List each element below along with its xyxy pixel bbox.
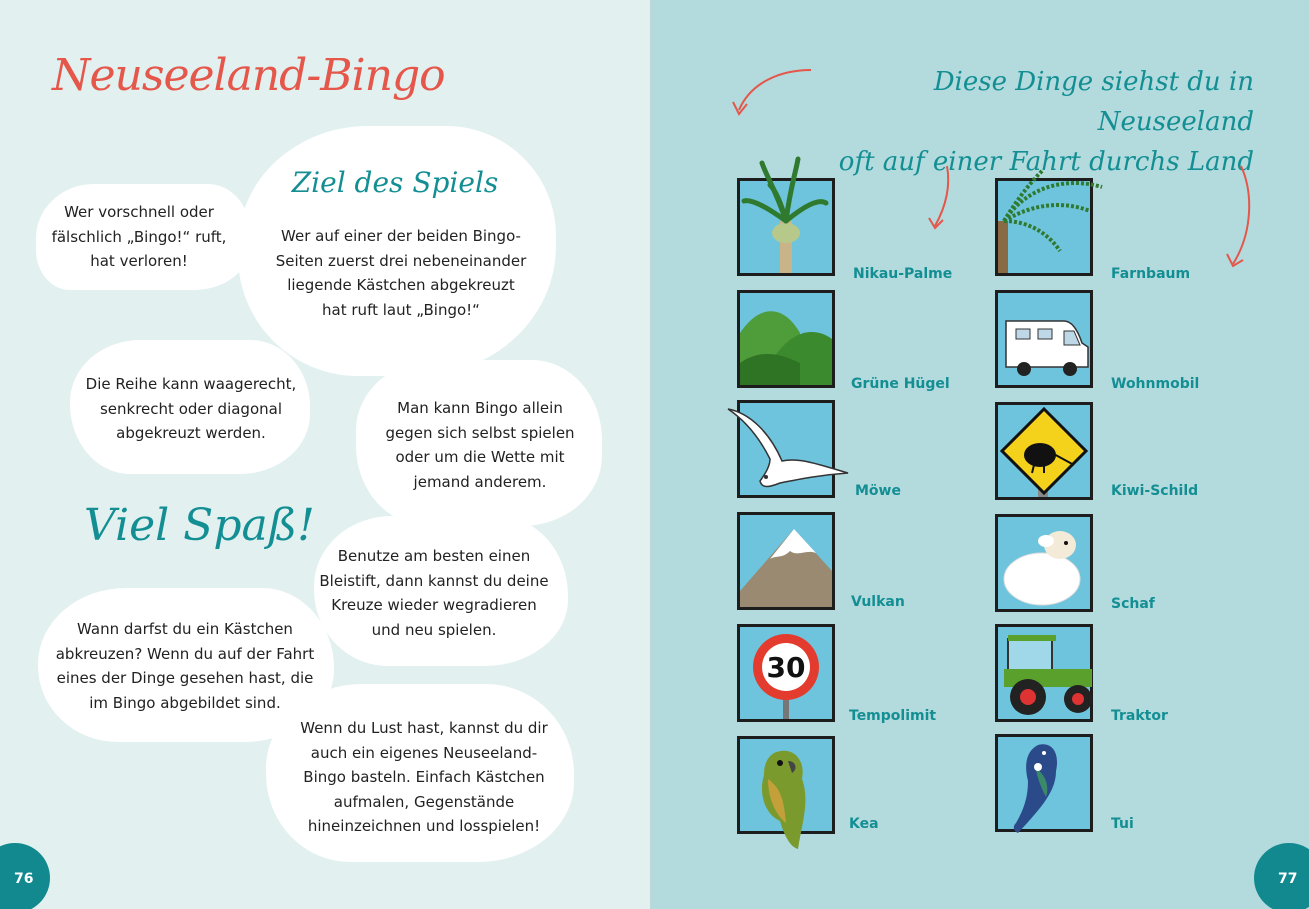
tile-tui[interactable] bbox=[995, 734, 1093, 832]
rule-players-text: Man kann Bingo allein gegen sich selbst spielen oder um die Wette mit jemand anderem. bbox=[385, 399, 575, 491]
fern-tree-icon bbox=[998, 181, 1090, 273]
tile-vulkan[interactable] bbox=[737, 512, 835, 610]
tui-bird-icon bbox=[998, 737, 1090, 829]
tile-tempolimit[interactable] bbox=[737, 624, 835, 722]
tile-label: Nikau-Palme bbox=[853, 266, 953, 282]
rule-diy-text: Wenn du Lust hast, kannst du dir auch ein eigenes Neuseeland- Bingo basteln. Einfach Kästchen aufmalen, Gegenstände hineinzeichnen und losspielen! bbox=[300, 719, 548, 835]
goal-text: Wer auf einer der beiden Bingo- Seiten zuerst drei nebeneinander liegende Kästchen abgekreuzt hat ruft laut „Bingo!“ bbox=[275, 227, 527, 319]
right-heading: Diese Dinge siehst du in Neuseeland oft auf einer Fahrt durchs Land bbox=[838, 67, 1254, 177]
tile-kiwi-schild[interactable] bbox=[995, 402, 1093, 500]
left-page bbox=[0, 0, 651, 909]
page-title: Neuseeland-Bingo bbox=[52, 50, 445, 101]
motorhome-icon bbox=[998, 293, 1090, 385]
tile-label: Kea bbox=[849, 816, 879, 832]
speed-limit-value: 30 bbox=[766, 651, 806, 684]
tile-label: Möwe bbox=[855, 483, 901, 499]
tile-label: Grüne Hügel bbox=[851, 376, 950, 392]
tile-moewe[interactable] bbox=[737, 400, 835, 498]
tractor-icon bbox=[998, 627, 1090, 719]
page-number-left: 76 bbox=[0, 843, 50, 909]
down-arrow-icon bbox=[1223, 162, 1263, 272]
rule-pencil-text: Benutze am besten einen Bleistift, dann kannst du deine Kreuze wieder wegradieren und neu spielen. bbox=[319, 547, 549, 639]
tile-label: Schaf bbox=[1111, 596, 1155, 612]
sheep-icon bbox=[998, 517, 1090, 609]
fun-heading: Viel Spaß! bbox=[84, 500, 315, 551]
tile-traktor[interactable] bbox=[995, 624, 1093, 722]
seagull-icon bbox=[740, 403, 832, 495]
rule-when-text: Wann darfst du ein Kästchen abkreuzen? Wenn du auf der Fahrt eines der Dinge gesehen hast, die im Bingo abgebildet sind. bbox=[55, 620, 315, 712]
kea-parrot-icon bbox=[740, 739, 832, 831]
green-hills-icon bbox=[740, 293, 832, 385]
tile-label: Traktor bbox=[1111, 708, 1168, 724]
tile-label: Vulkan bbox=[851, 594, 905, 610]
right-page bbox=[651, 0, 1309, 909]
tile-kea[interactable] bbox=[737, 736, 835, 834]
goal-heading: Ziel des Spiels bbox=[291, 166, 499, 199]
tile-label: Wohnmobil bbox=[1111, 376, 1200, 392]
tile-label: Kiwi-Schild bbox=[1111, 483, 1199, 499]
speed-limit-icon bbox=[740, 627, 832, 719]
tile-gruene-huegel[interactable] bbox=[737, 290, 835, 388]
tile-nikau-palme[interactable] bbox=[737, 178, 835, 276]
tile-schaf[interactable] bbox=[995, 514, 1093, 612]
down-arrow-icon bbox=[921, 162, 961, 234]
volcano-icon bbox=[740, 515, 832, 607]
tile-farnbaum[interactable] bbox=[995, 178, 1093, 276]
tile-label: Tempolimit bbox=[849, 708, 937, 724]
rule-direction-text: Die Reihe kann waagerecht, senkrecht oder diagonal abgekreuzt werden. bbox=[85, 375, 297, 442]
page-number-right: 77 bbox=[1254, 843, 1309, 909]
curved-arrow-icon bbox=[731, 64, 821, 124]
kiwi-sign-icon bbox=[998, 405, 1090, 497]
nikau-palm-icon bbox=[740, 181, 832, 273]
tile-label: Farnbaum bbox=[1111, 266, 1191, 282]
tile-label: Tui bbox=[1111, 816, 1134, 832]
tile-wohnmobil[interactable] bbox=[995, 290, 1093, 388]
rule-false-bingo-text: Wer vorschnell oder fälschlich „Bingo!“ ruft, hat verloren! bbox=[51, 203, 227, 270]
